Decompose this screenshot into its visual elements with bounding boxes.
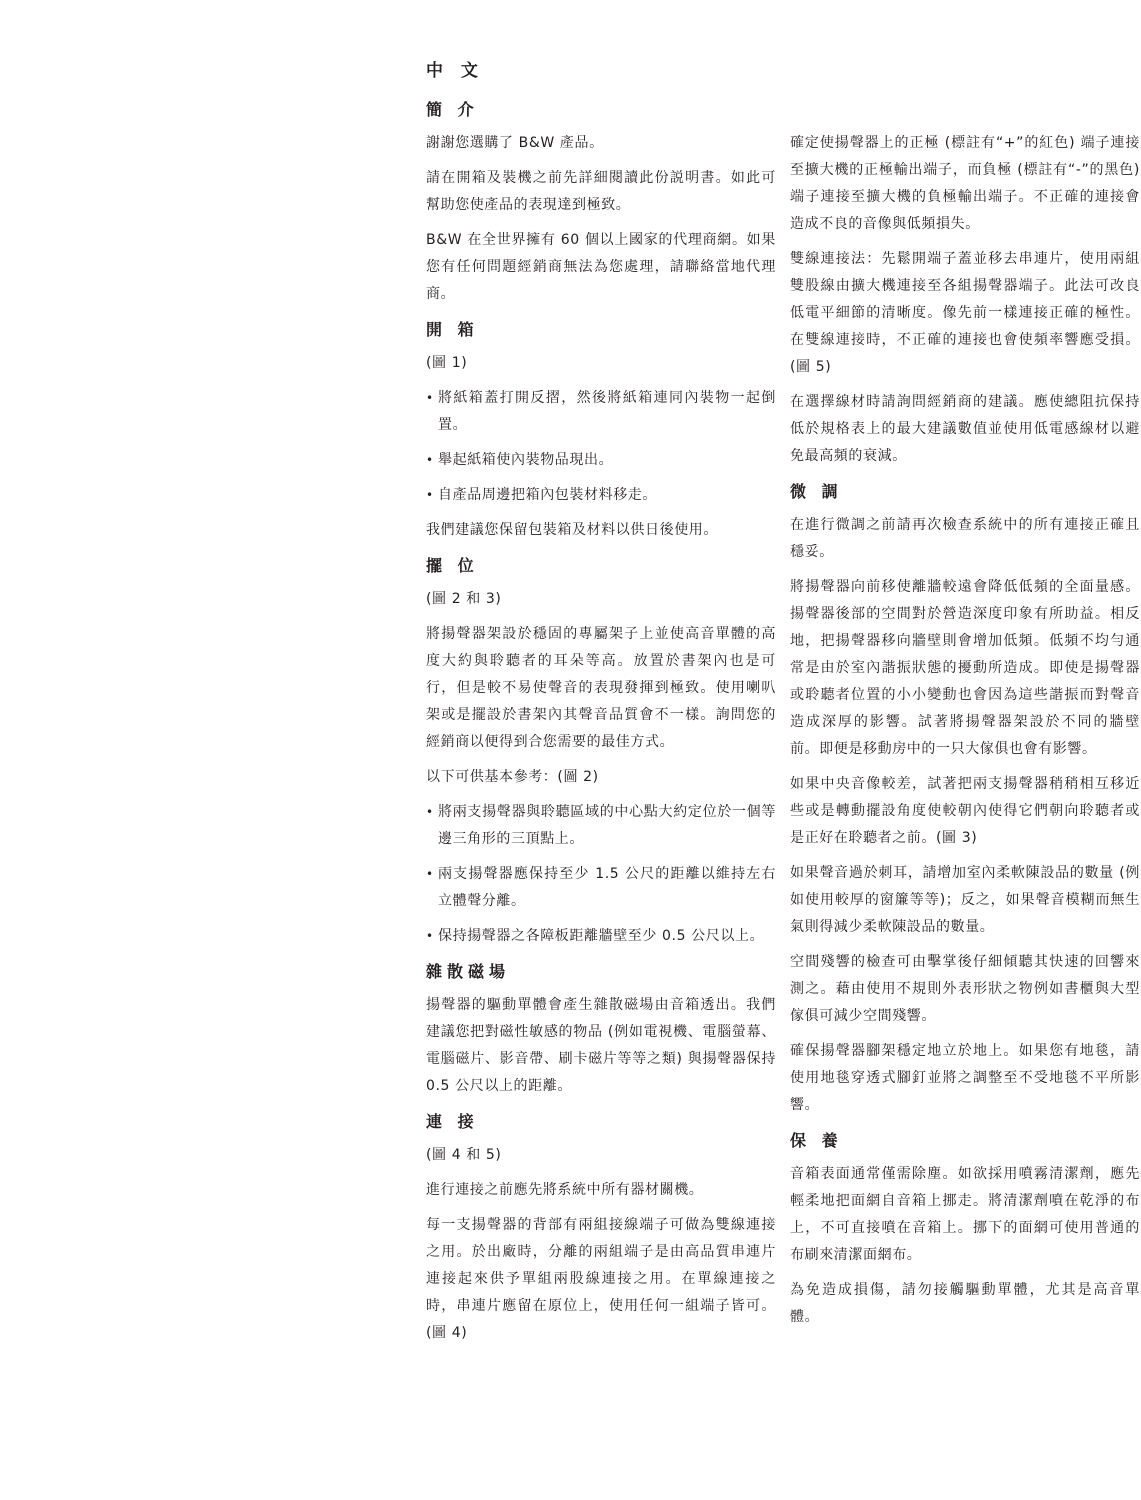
section-heading-connections: 連 接 — [426, 1112, 479, 1131]
section-positioning — [426, 552, 776, 950]
left-column — [426, 96, 776, 1355]
fine-tuning-paragraph-2: 將揚聲器向前移使離牆較遠會降低低頻的全面量感。揚聲器後部的空間對於營造深度印象有所助益。相反地，把揚聲器移向牆壁則會增加低頻。低頻不均勻通常是由於室內諧振狀態的擾動所造成。即使是揚聲器或聆聽者位置的小小變動也會因為這些諧振而對聲音造成深厚的影響。試著將揚聲器架設於不同的牆壁前。即便是移動房中的一只大傢俱也會有影響。 — [790, 579, 1140, 757]
section-heading-unpacking: 開 箱 — [426, 320, 479, 339]
bullet-icon: • — [426, 929, 434, 943]
bullet-icon: • — [426, 805, 434, 819]
bullet-icon: • — [426, 867, 434, 881]
connections-paragraph-3: 確定使揚聲器上的正極 (標註有“+”的紅色) 端子連接至擴大機的正極輸出端子，而負極 (標註有“-”的黑色) 端子連接至擴大機的負極輸出端子。不正確的連接會造成不良的音像與低頻損失。 — [790, 135, 1140, 232]
fine-tuning-paragraph-1: 在進行微調之前請再次檢查系統中的所有連接正確且穩妥。 — [790, 517, 1140, 560]
section-stray-magnetic-fields — [426, 958, 776, 1100]
section-heading-positioning: 擺 位 — [426, 556, 479, 575]
list-item: • 自產品周邊把箱內包裝材料移走。 — [426, 482, 776, 509]
figure-reference: (圖 2 和 3) — [426, 591, 502, 607]
intro-paragraph-1: 謝謝您選購了 B&W 產品。 — [426, 135, 604, 151]
section-connections — [426, 1108, 776, 1347]
section-heading-introduction: 簡 介 — [426, 100, 479, 119]
section-heading-fine-tuning: 微 調 — [790, 482, 843, 501]
figure-reference: (圖 1) — [426, 355, 468, 371]
connections-paragraph-1: 進行連接之前應先將系統中所有器材關機。 — [426, 1182, 704, 1198]
language-title: 中 文 — [426, 61, 484, 81]
magnetic-paragraph: 揚聲器的驅動單體會產生雜散磁場由音箱透出。我們建議您把對磁性敏感的物品 (例如電視機、電腦螢幕、電腦磁片、影音帶、刷卡磁片等等之類) 與揚聲器保持 0.5 公尺以上的距離。 — [426, 997, 776, 1094]
section-unpacking — [426, 316, 776, 544]
unpacking-list — [426, 385, 776, 509]
maintenance-paragraph-2: 為免造成損傷，請勿接觸驅動單體，尤其是高音單體。 — [790, 1282, 1140, 1325]
list-item: • 舉起紙箱使內裝物品現出。 — [426, 447, 776, 474]
fine-tuning-paragraph-3: 如果中央音像較差，試著把兩支揚聲器稍稍相互移近些或是轉動擺設角度使較朝內使得它們朝向聆聽者或是正好在聆聽者之前。(圖 3) — [790, 776, 1140, 846]
bullet-icon: • — [426, 453, 434, 467]
maintenance-paragraph-1: 音箱表面通常僅需除塵。如欲採用噴霧清潔劑，應先輕柔地把面網自音箱上挪走。將清潔劑噴在乾淨的布上，不可直接噴在音箱上。挪下的面網可使用普通的布刷來清潔面網布。 — [790, 1166, 1140, 1263]
section-fine-tuning — [790, 478, 1140, 1119]
intro-paragraph-3: B&W 在全世界擁有 60 個以上國家的代理商網。如果您有任何問題經銷商無法為您處理，請聯絡當地代理商。 — [426, 232, 776, 302]
list-item: • 兩支揚聲器應保持至少 1.5 公尺的距離以維持左右立體聲分離。 — [426, 861, 776, 915]
section-heading-magnetic: 雜散磁場 — [426, 962, 511, 981]
section-connections-continued — [790, 130, 1140, 470]
right-column — [790, 130, 1140, 1339]
list-item: • 保持揚聲器之各障板距離牆壁至少 0.5 公尺以上。 — [426, 923, 776, 950]
connections-paragraph-2: 每一支揚聲器的背部有兩組接線端子可做為雙線連接之用。於出廠時，分離的兩組端子是由高品質串連片連接起來供予單組兩股線連接之用。在單線連接之時，串連片應留在原位上，使用任何一組端子皆可。(圖 4) — [426, 1217, 776, 1341]
section-introduction — [426, 96, 776, 308]
bullet-icon: • — [426, 488, 434, 502]
intro-paragraph-2: 請在開箱及裝機之前先詳細閱讀此份説明書。如此可幫助您使產品的表現達到極致。 — [426, 170, 776, 213]
list-item: • 將兩支揚聲器與聆聽區域的中心點大約定位於一個等邊三角形的三頂點上。 — [426, 799, 776, 853]
connections-paragraph-4: 雙線連接法：先鬆開端子蓋並移去串連片，使用兩組雙股線由擴大機連接至各組揚聲器端子。此法可改良低電平細節的清晰度。像先前一樣連接正確的極性。在雙線連接時，不正確的連接也會使頻率響應受損。(圖 5) — [790, 251, 1140, 375]
positioning-lead: 以下可供基本參考：(圖 2) — [426, 769, 599, 785]
section-maintenance — [790, 1127, 1140, 1331]
bullet-icon: • — [426, 391, 434, 405]
fine-tuning-paragraph-4: 如果聲音過於刺耳，請增加室內柔軟陳設品的數量 (例如使用較厚的窗簾等等)；反之，如果聲音模糊而無生氣則得減少柔軟陳設品的數量。 — [790, 865, 1140, 935]
fine-tuning-paragraph-5: 空間殘響的檢查可由擊掌後仔細傾聽其快速的回響來測之。藉由使用不規則外表形狀之物例如書櫃與大型傢俱可減少空間殘響。 — [790, 954, 1140, 1024]
unpacking-note: 我們建議您保留包裝箱及材料以供日後使用。 — [426, 522, 718, 538]
section-heading-maintenance: 保 養 — [790, 1131, 843, 1150]
connections-paragraph-5: 在選擇線材時請詢問經銷商的建議。應使總阻抗保持低於規格表上的最大建議數值並使用低電感線材以避免最高頻的衰減。 — [790, 394, 1140, 464]
list-item: • 將紙箱蓋打開反摺，然後將紙箱連同內裝物一起倒置。 — [426, 385, 776, 439]
positioning-list — [426, 799, 776, 950]
fine-tuning-paragraph-6: 確保揚聲器腳架穩定地立於地上。如果您有地毯，請使用地毯穿透式腳釘並將之調整至不受地毯不平所影響。 — [790, 1043, 1140, 1113]
figure-reference: (圖 4 和 5) — [426, 1147, 502, 1163]
positioning-paragraph: 將揚聲器架設於穩固的專屬架子上並使高音單體的高度大約與聆聽者的耳朵等高。放置於書架內也是可行，但是較不易使聲音的表現發揮到極致。使用喇叭架或是擺設於書架內其聲音品質會不一樣。詢問您的經銷商以便得到合您需要的最佳方式。 — [426, 626, 776, 750]
